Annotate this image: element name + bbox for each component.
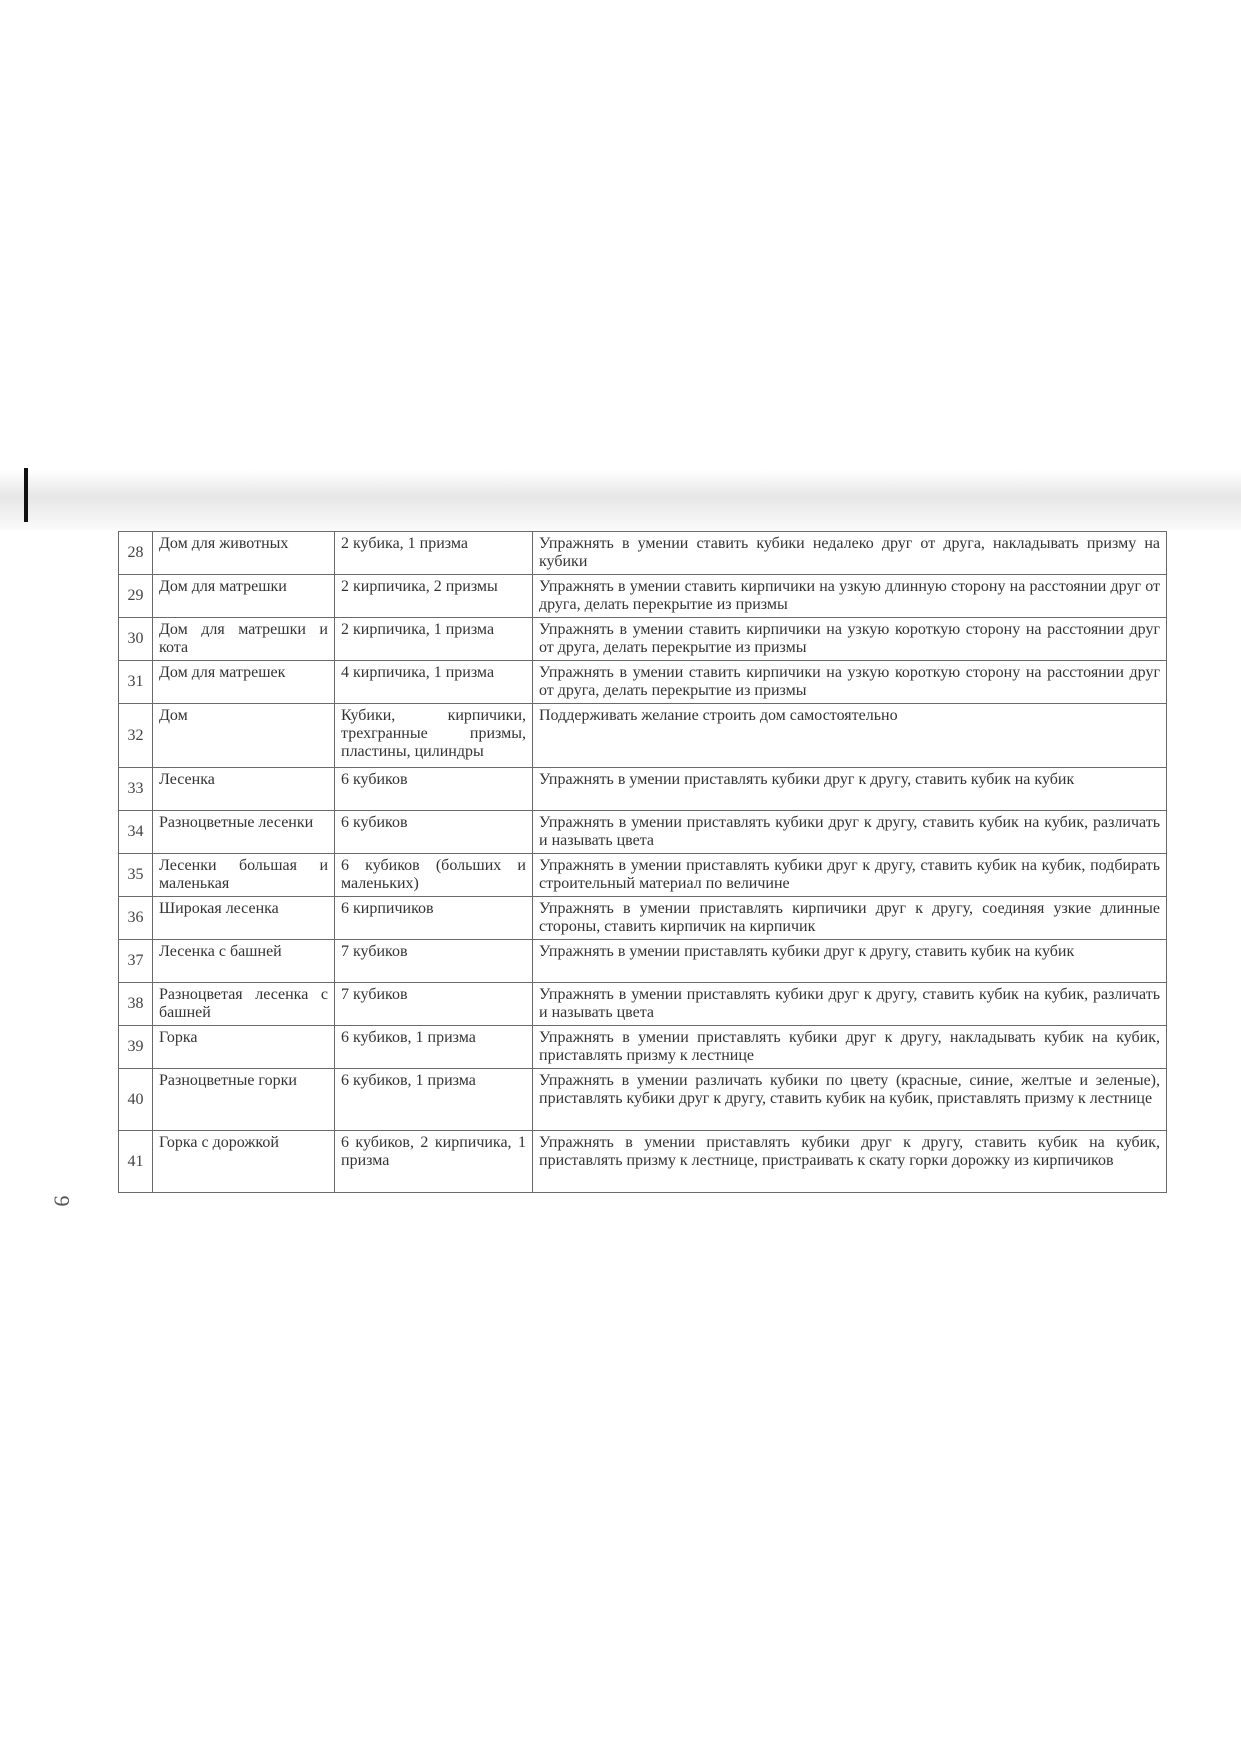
row-number: 37 bbox=[119, 940, 153, 983]
material: 7 кубиков bbox=[335, 940, 533, 983]
table-row bbox=[119, 661, 1167, 704]
table-row bbox=[119, 532, 1167, 575]
table-row bbox=[119, 618, 1167, 661]
row-number: 30 bbox=[119, 618, 153, 661]
building-name: Дом bbox=[153, 704, 335, 768]
row-number: 40 bbox=[119, 1069, 153, 1131]
table-row bbox=[119, 811, 1167, 854]
material: 4 кирпичика, 1 призма bbox=[335, 661, 533, 704]
table-row bbox=[119, 768, 1167, 811]
building-name: Горка bbox=[153, 1026, 335, 1069]
scanner-shadow bbox=[0, 470, 1241, 530]
material: Кубики, кирпичики, трехгранные призмы, пластины, цилиндры bbox=[335, 704, 533, 768]
material: 2 кирпичика, 2 призмы bbox=[335, 575, 533, 618]
material: 2 кирпичика, 1 призма bbox=[335, 618, 533, 661]
task: Упражнять в умении ставить кирпичики на узкую короткую сторону на расстоянии друг от друга, делать перекрытие из призмы bbox=[533, 661, 1167, 704]
material: 6 кубиков, 1 призма bbox=[335, 1069, 533, 1131]
material: 6 кубиков bbox=[335, 811, 533, 854]
table-row bbox=[119, 983, 1167, 1026]
row-number: 35 bbox=[119, 854, 153, 897]
row-number: 34 bbox=[119, 811, 153, 854]
row-number: 39 bbox=[119, 1026, 153, 1069]
table-row bbox=[119, 704, 1167, 768]
row-number: 36 bbox=[119, 897, 153, 940]
table-row bbox=[119, 897, 1167, 940]
material: 6 кирпичиков bbox=[335, 897, 533, 940]
row-number: 38 bbox=[119, 983, 153, 1026]
task: Поддерживать желание строить дом самостоятельно bbox=[533, 704, 1167, 768]
building-name: Лесенка bbox=[153, 768, 335, 811]
material: 6 кубиков (больших и маленьких) bbox=[335, 854, 533, 897]
task: Упражнять в умении различать кубики по цвету (красные, синие, желтые и зеленые), приставлять кубики друг к другу, ставить кубик на кубик, приставлять призму к лестнице bbox=[533, 1069, 1167, 1131]
building-name: Разноцветая лесенка с башней bbox=[153, 983, 335, 1026]
task: Упражнять в умении приставлять кубики друг к другу, ставить кубик на кубик bbox=[533, 768, 1167, 811]
building-name: Лесенка с башней bbox=[153, 940, 335, 983]
task: Упражнять в умении ставить кубики недалеко друг от друга, накладывать призму на кубики bbox=[533, 532, 1167, 575]
material: 7 кубиков bbox=[335, 983, 533, 1026]
building-name: Разноцветные горки bbox=[153, 1069, 335, 1131]
material: 6 кубиков bbox=[335, 768, 533, 811]
building-name: Дом для матрешки и кота bbox=[153, 618, 335, 661]
table-row bbox=[119, 854, 1167, 897]
task: Упражнять в умении приставлять кубики друг к другу, ставить кубик на кубик, приставлять призму к лестнице, пристраивать к скату горки дорожку из кирпичиков bbox=[533, 1131, 1167, 1193]
table-row bbox=[119, 1026, 1167, 1069]
task: Упражнять в умении приставлять кубики друг к другу, ставить кубик на кубик, различать и называть цвета bbox=[533, 983, 1167, 1026]
material: 6 кубиков, 1 призма bbox=[335, 1026, 533, 1069]
building-name: Горка с дорожкой bbox=[153, 1131, 335, 1193]
building-name: Дом для животных bbox=[153, 532, 335, 575]
table-row bbox=[119, 1131, 1167, 1193]
row-number: 32 bbox=[119, 704, 153, 768]
scanner-edge-mark bbox=[24, 468, 28, 522]
material: 2 кубика, 1 призма bbox=[335, 532, 533, 575]
row-number: 31 bbox=[119, 661, 153, 704]
row-number: 29 bbox=[119, 575, 153, 618]
row-number: 33 bbox=[119, 768, 153, 811]
task: Упражнять в умении приставлять кубики друг к другу, ставить кубик на кубик bbox=[533, 940, 1167, 983]
building-name: Широкая лесенка bbox=[153, 897, 335, 940]
lesson-table bbox=[118, 531, 1167, 1193]
task: Упражнять в умении приставлять кубики друг к другу, ставить кубик на кубик, подбирать строительный материал по величине bbox=[533, 854, 1167, 897]
building-name: Дом для матрешек bbox=[153, 661, 335, 704]
task: Упражнять в умении ставить кирпичики на узкую короткую сторону на расстоянии друг от друга, делать перекрытие из призмы bbox=[533, 618, 1167, 661]
building-name: Дом для матрешки bbox=[153, 575, 335, 618]
material: 6 кубиков, 2 кирпичика, 1 призма bbox=[335, 1131, 533, 1193]
row-number: 28 bbox=[119, 532, 153, 575]
table-row bbox=[119, 575, 1167, 618]
task: Упражнять в умении ставить кирпичики на узкую длинную сторону на расстоянии друг от друга, делать перекрытие из призмы bbox=[533, 575, 1167, 618]
task: Упражнять в умении приставлять кирпичики друг к другу, соединяя узкие длинные стороны, ставить кирпичик на кирпичик bbox=[533, 897, 1167, 940]
task: Упражнять в умении приставлять кубики друг к другу, накладывать кубик на кубик, приставлять призму к лестнице bbox=[533, 1026, 1167, 1069]
task: Упражнять в умении приставлять кубики друг к другу, ставить кубик на кубик, различать и называть цвета bbox=[533, 811, 1167, 854]
page-number: 9 bbox=[49, 1195, 75, 1207]
table-row bbox=[119, 1069, 1167, 1131]
building-name: Лесенки большая и маленькая bbox=[153, 854, 335, 897]
row-number: 41 bbox=[119, 1131, 153, 1193]
building-name: Разноцветные лесенки bbox=[153, 811, 335, 854]
table-row bbox=[119, 940, 1167, 983]
